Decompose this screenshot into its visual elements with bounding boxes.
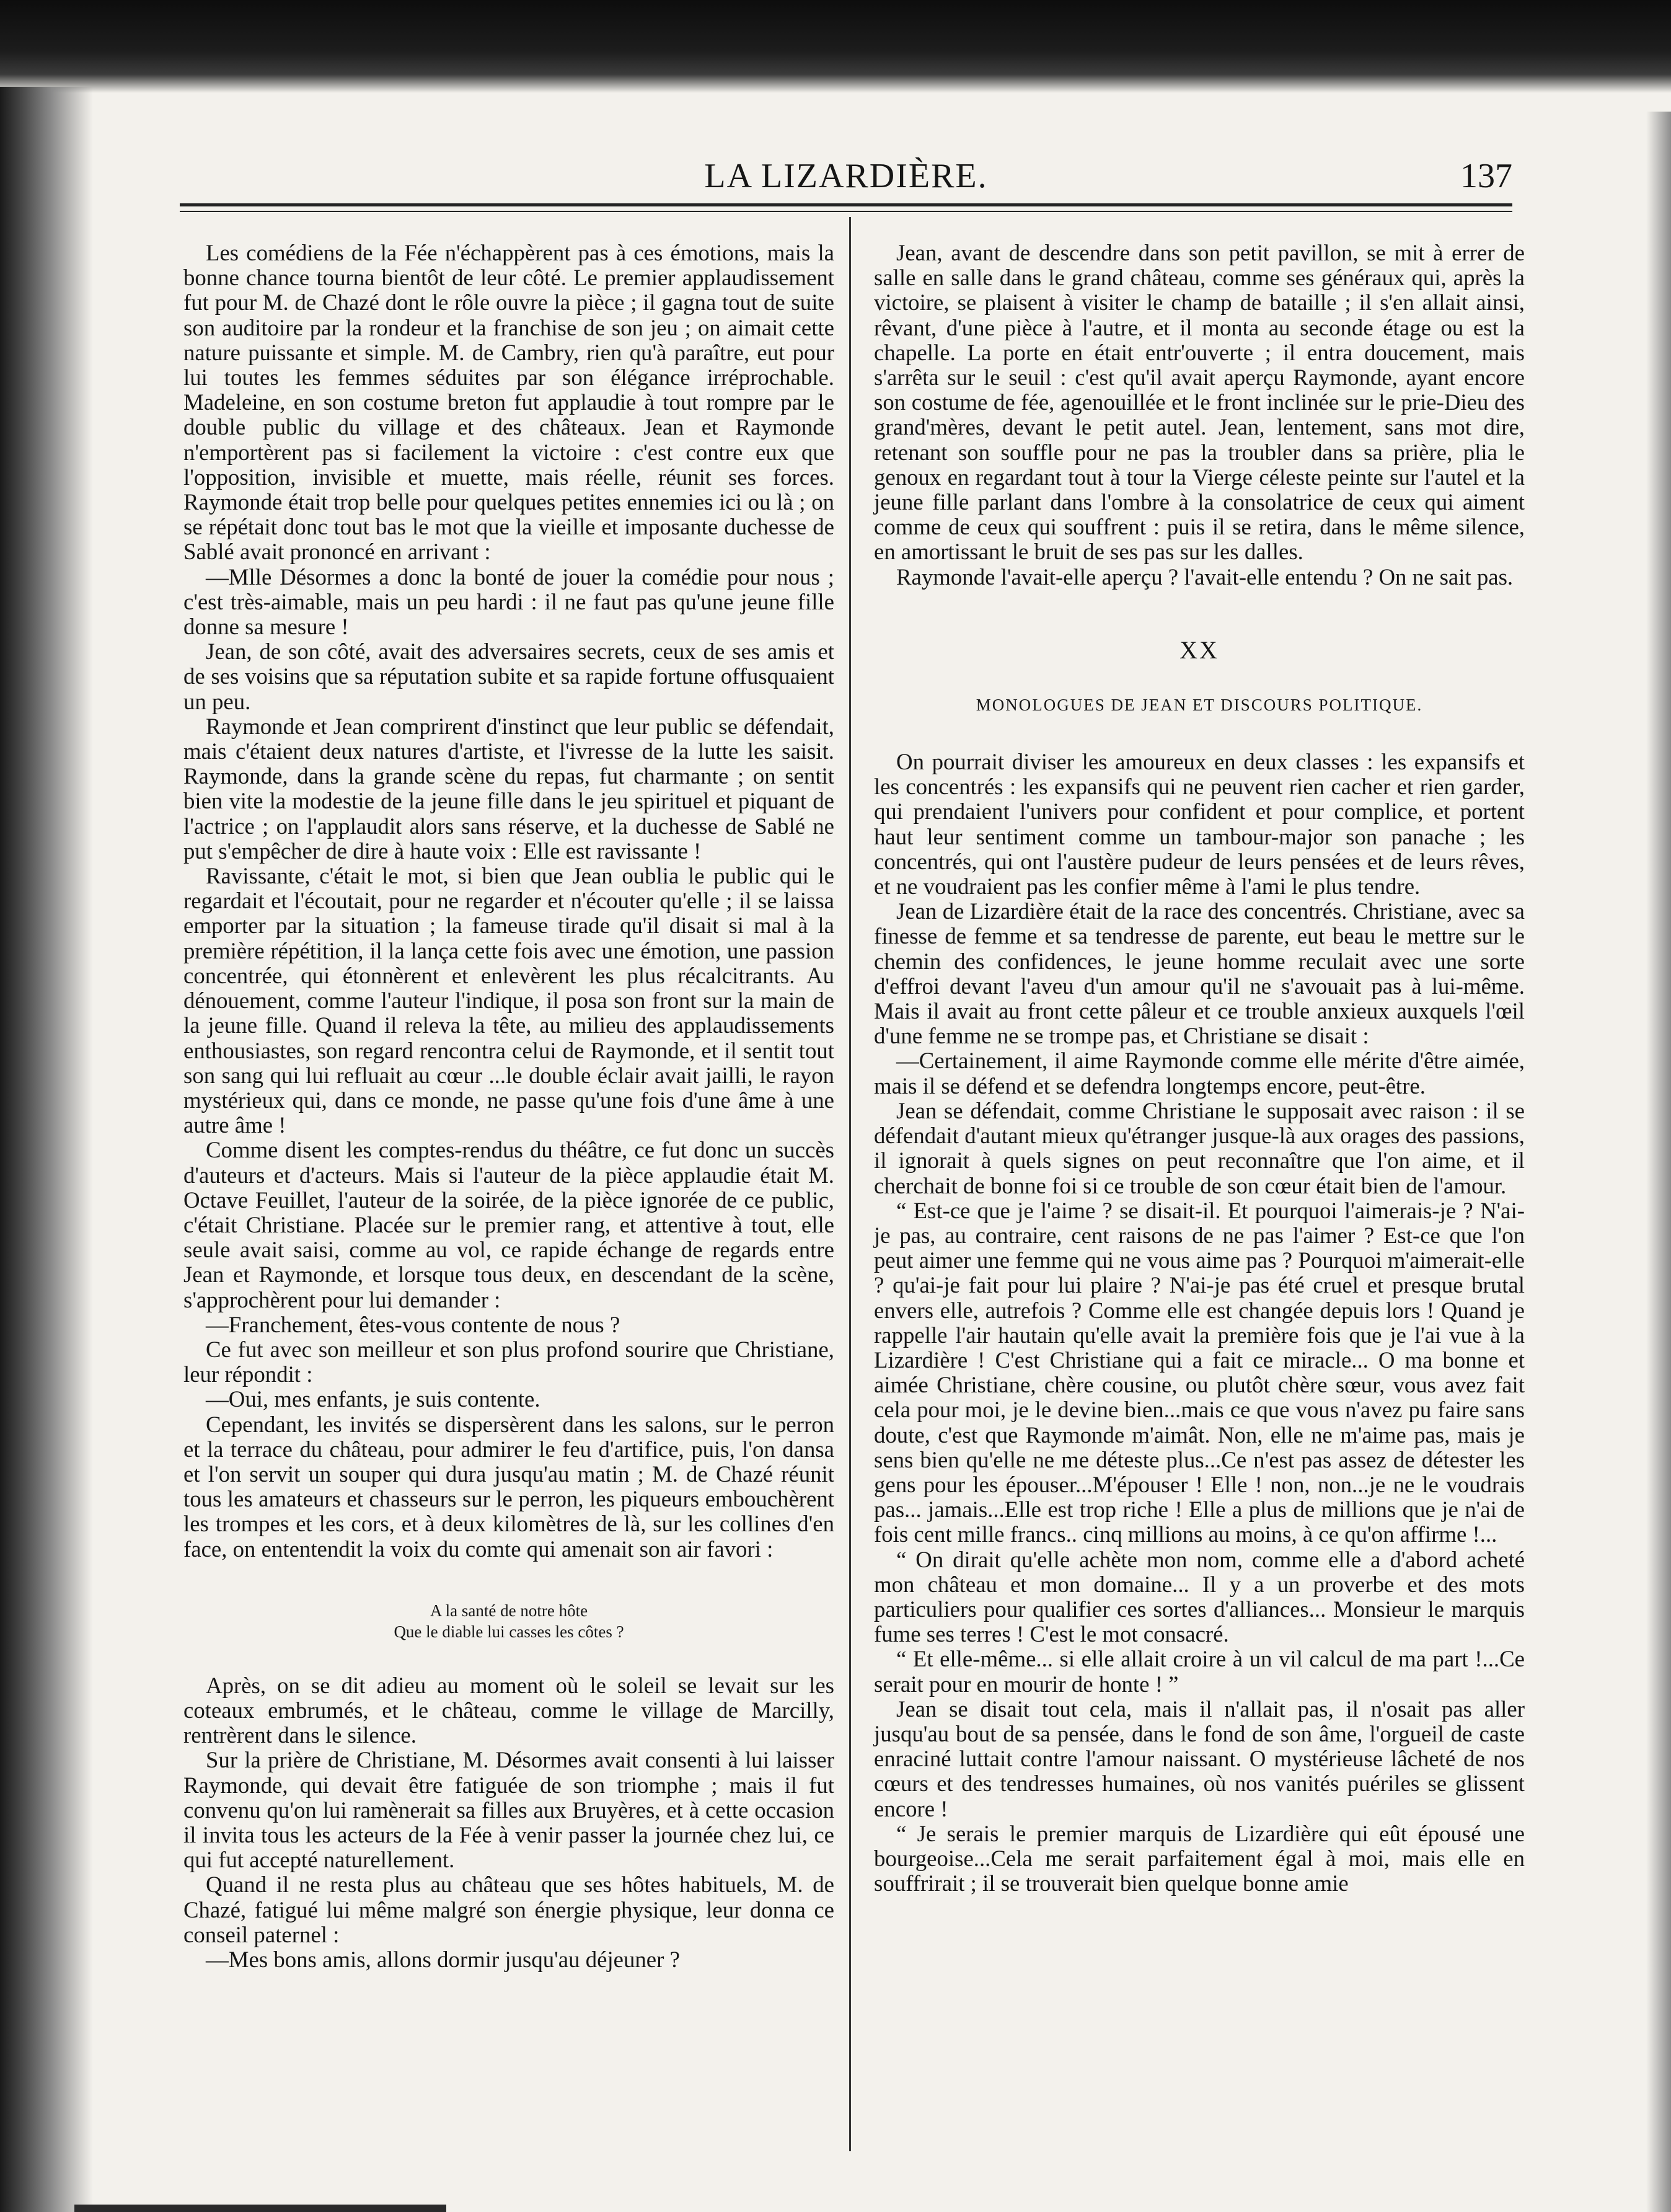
paragraph: On pourrait diviser les amoureux en deux classes : les expansifs et les concentrés : les expansifs qui ne peuvent rien cacher et rien garder, qui prendaient l'univers pour confident et pour complice, et portent haut leur sentiment comme un tambour-major son panache ; les concentrés, qui ont l'austère pudeur de leurs pensées et de leurs rêves, et ne voudraient pas les confier même à l'ami le plus tendre.: [874, 749, 1525, 900]
paragraph: —Franchement, êtes-vous contente de nous ?: [206, 1311, 620, 1337]
paragraph: Raymonde et Jean comprirent d'instinct que leur public se défendait, mais c'étaient deux natures d'artiste, et l'ivresse de la lutte les saisit. Raymonde, dans la grande scène du repas, fut charmante ; on sentit bien vite la modestie de la jeune fille dans le jeu spirituel et piquant de l'actrice ; on l'applaudit alors sans réserve, et la duchesse de Sablé ne put s'empêcher de dire à haute voix : Elle est ravissante !: [183, 713, 834, 864]
paragraph: Les comédiens de la Fée n'échappèrent pas à ces émotions, mais la bonne chance tourna bientôt de leur côté. Le premier applaudissement fut pour M. de Chazé dont le rôle ouvre la pièce ; il gagna tout de suite son auditoire par la rondeur et la franchise de son jeu ; on aimait cette nature puissante et simple. M. de Cambry, rien qu'à paraître, eut pour lui toutes les femmes séduites par son élégance irréprochable. Madeleine, en son costume breton fut applaudie à tout rompre par le double public du village et des châteaux. Jean et Raymonde n'emportèrent pas si facilement la victoire : c'est contre eux que l'opposition, invisible et muette, mais réelle, réunit ses forces. Raymonde était trop belle pour quelques petites ennemies ici ou là ; on se répétait donc tout bas le mot que la vieille et imposante duchesse de Sablé avait prononcé en arrivant :: [183, 240, 834, 565]
page-number: 137: [1460, 157, 1512, 195]
verse-line: Que le diable lui casses les côtes ?: [394, 1622, 624, 1641]
paragraph: —Mes bons amis, allons dormir jusqu'au déjeuner ?: [206, 1947, 680, 1972]
chapter-title: MONOLOGUES DE JEAN ET DISCOURS POLITIQUE.: [976, 695, 1423, 714]
paragraph: “ On dirait qu'elle achète mon nom, comme elle a d'abord acheté mon château et mon domaine... Il y a un proverbe et des mots particuliers pour qualifier ces sortes d'alliances... Monsieur le marquis fume ses terres ! C'est le mot consacré.: [874, 1546, 1525, 1647]
paragraph: Jean, avant de descendre dans son petit pavillon, se mit à errer de salle en salle dans le grand château, comme ses généraux qui, après la victoire, se plaisent à visiter le champ de bataille ; il s'en allait ainsi, rêvant, d'une pièce à l'autre, et il monta au seconde étage ou est la chapelle. La porte en était entr'ouverte ; il entra doucement, mais s'arrêta sur le seuil : c'est qu'il avait aperçu Raymonde, ayant encore son costume de fée, agenouillée et le front inclinée sur le prie-Dieu des grand'mères, devant le petit autel. Jean, lentement, sans mot dire, retenant son souffle pour ne pas la troubler dans sa prière, plia le genoux en regardant tout à tour la Vierge céleste peinte sur l'autel et la jeune fille parlant dans l'ombre à la consolatrice de ceux qui aiment comme de ceux qui souffrent : puis il se retira, dans le même silence, en amortissant le bruit de ses pas sur les dalles.: [874, 240, 1525, 565]
running-title: LA LIZARDIÈRE.: [704, 157, 988, 195]
paragraph: Raymonde l'avait-elle aperçu ? l'avait-elle entendu ? On ne sait pas.: [896, 564, 1514, 590]
scan-right-edge: [1646, 112, 1671, 2212]
paragraph: Sur la prière de Christiane, M. Désormes avait consenti à lui laisser Raymonde, qui devait être fatiguée de son triomphe ; mais il fut convenu qu'on lui ramènerait sa filles aux Bruyères, et à cette occasion il invita tous les acteurs de la Fée à venir passer la journée chez lui, ce qui fut accepté naturellement.: [183, 1747, 834, 1873]
paragraph: Après, on se dit adieu au moment où le soleil se levait sur les coteaux embrumés, et le château, comme le village de Marcilly, rentrèrent dans le silence.: [183, 1672, 834, 1748]
paragraph: Comme disent les comptes-rendus du théâtre, ce fut donc un succès d'auteurs et d'acteurs. Mais si l'auteur de la pièce applaudie était M. Octave Feuillet, l'auteur de la soirée, de la pièce ignorée de ce public, c'était Christiane. Placée sur le premier rang, et attentive à tout, elle seule avait saisi, comme au vol, ce rapide échange de regards entre Jean et Raymonde, et lorsque tous deux, en descendant de la scène, s'approchèrent pour lui demander :: [183, 1137, 834, 1312]
scan-top-edge: [0, 0, 1671, 93]
paragraph: Quand il ne resta plus au château que ses hôtes habituels, M. de Chazé, fatigué lui même malgré son énergie physique, leur donna ce conseil paternel :: [183, 1872, 834, 1947]
column-divider: [849, 217, 851, 2151]
paragraph: Ce fut avec son meilleur et son plus profond sourire que Christiane, leur répondit :: [183, 1336, 834, 1387]
paragraph: Cependant, les invités se dispersèrent dans les salons, sur le perron et la terrace du château, pour admirer le feu d'artifice, puis, l'on dansa et l'on servit un souper qui dura jusqu'au matin ; M. de Chazé réunit tous les amateurs et chasseurs sur le perron, les piqueurs embouchèrent les trompes et les cors, et à deux kilomètres de là, sur les collines d'en face, on ententendit la voix du comte qui amenait son air favori :: [183, 1411, 834, 1562]
paragraph: “ Est-ce que je l'aime ? se disait-il. Et pourquoi l'aimerais-je ? N'ai-je pas, au contraire, cent raisons de ne pas l'aimer ? Est-ce que l'on peut aimer une femme qui ne vous aime pas ? Pourquoi m'aimerait-elle ? qu'ai-je fait pour lui plaire ? N'ai-je pas été cruel et presque brutal envers elle, autrefois ? Comme elle est changée depuis lors ! Quand je rappelle l'air hautain qu'elle avait la première fois que je l'ai vue à la Lizardière ! C'est Christiane qui a fait ce miracle... O ma bonne et aimée Christiane, chère cousine, ou plutôt chère sœur, vous avez fait cela pour moi, je le devine bien...mais ce que vous n'avez pu faire sans doute, c'est que Raymonde m'aimât. Non, elle ne m'aime pas, mais je sens bien qu'elle ne me déteste plus...Ce n'est pas assez de détester les gens pour les épouser...M'épouser ! Elle ! non, non...je ne le voudrais pas... jamais...Elle est trop riche ! Elle a plus de millions que je n'ai de fois cent mille francs.. cinq millions au moins, à ce qu'on affirme !...: [874, 1197, 1525, 1547]
paragraph: Jean se défendait, comme Christiane le supposait avec raison : il se défendait d'autant mieux qu'étranger jusque-là aux orages des passions, il ignorait à quels signes on peut reconnaître que l'on aime, et il cherchait de bonne foi si ce trouble de son cœur était bien de l'amour.: [874, 1097, 1525, 1198]
paragraph: “ Je serais le premier marquis de Lizardière qui eût épousé une bourgeoise...Cela me serait parfaitement égal à moi, mais elle en souffrirait ; il se trouverait bien quelque bonne amie: [874, 1820, 1525, 1896]
page-header: [180, 156, 1512, 200]
paragraph: “ Et elle-même... si elle allait croire à un vil calcul de ma part !...Ce serait pour en mourir de honte ! ”: [874, 1646, 1525, 1697]
paragraph: Jean, de son côté, avait des adversaires secrets, ceux de ses amis et de ses voisins que sa réputation subite et sa rapide fortune offusquaient un peu.: [183, 639, 834, 714]
verse-line: A la santé de notre hôte: [430, 1601, 588, 1620]
chapter-number: XX: [1179, 635, 1219, 664]
header-rule: [180, 203, 1512, 212]
paragraph: —Certainement, il aime Raymonde comme elle mérite d'être aimée, mais il se défend et se defendra longtemps encore, peut-être.: [874, 1048, 1525, 1099]
left-column: [183, 241, 834, 1972]
paragraph: —Oui, mes enfants, je suis contente.: [206, 1386, 540, 1412]
scan-left-edge: [0, 87, 93, 2212]
paragraph: Jean de Lizardière était de la race des concentrés. Christiane, avec sa finesse de femme et sa tendresse de parente, eut beau le mettre sur le chemin des confidences, le jeune homme reculait avec une sorte d'effroi devant l'aveu d'un amour qu'il ne s'avouait pas à lui-même. Mais il avait au front cette pâleur et ce trouble anxieux auxquels l'œil d'une femme ne se trompe pas, et Christiane se disait :: [874, 898, 1525, 1049]
paragraph: —Mlle Désormes a donc la bonté de jouer la comédie pour nous ; c'est très-aimable, mais un peu hardi : il ne faut pas qu'une jeune fille donne sa mesure !: [183, 564, 834, 640]
verse-quote: [183, 1600, 834, 1642]
scan-bottom-edge: [74, 2205, 446, 2212]
right-column: [874, 241, 1525, 1896]
paragraph: Ravissante, c'était le mot, si bien que Jean oublia le public qui le regardait et l'écoutait, pour ne regarder et n'écouter qu'elle ; il se laissa emporter par la situation ; la fameuse tirade qu'il disait si mal à la première répétition, il la lança cette fois avec une émotion, une passion concentrée, qui étonnèrent et enlevèrent les plus récalcitrants. Au dénouement, comme l'auteur l'indique, il posa son front sur la main de la jeune fille. Quand il releva la tête, au milieu des applaudissements enthousiastes, son regard rencontra celui de Raymonde, et il sentit tout son sang qui lui refluait au cœur ...le double éclair avait jailli, le rayon mystérieux qui, dans ce monde, ne passe qu'une fois d'une âme à une autre âme !: [183, 863, 834, 1138]
paragraph: Jean se disait tout cela, mais il n'allait pas, il n'osait pas aller jusqu'au bout de sa pensée, dans le fond de son âme, l'orgueil de caste enraciné luttait contre l'amour naissant. O mystérieuse lâcheté de nos cœurs et des tendresses humaines, où nos vanités puériles se glissent encore !: [874, 1696, 1525, 1821]
